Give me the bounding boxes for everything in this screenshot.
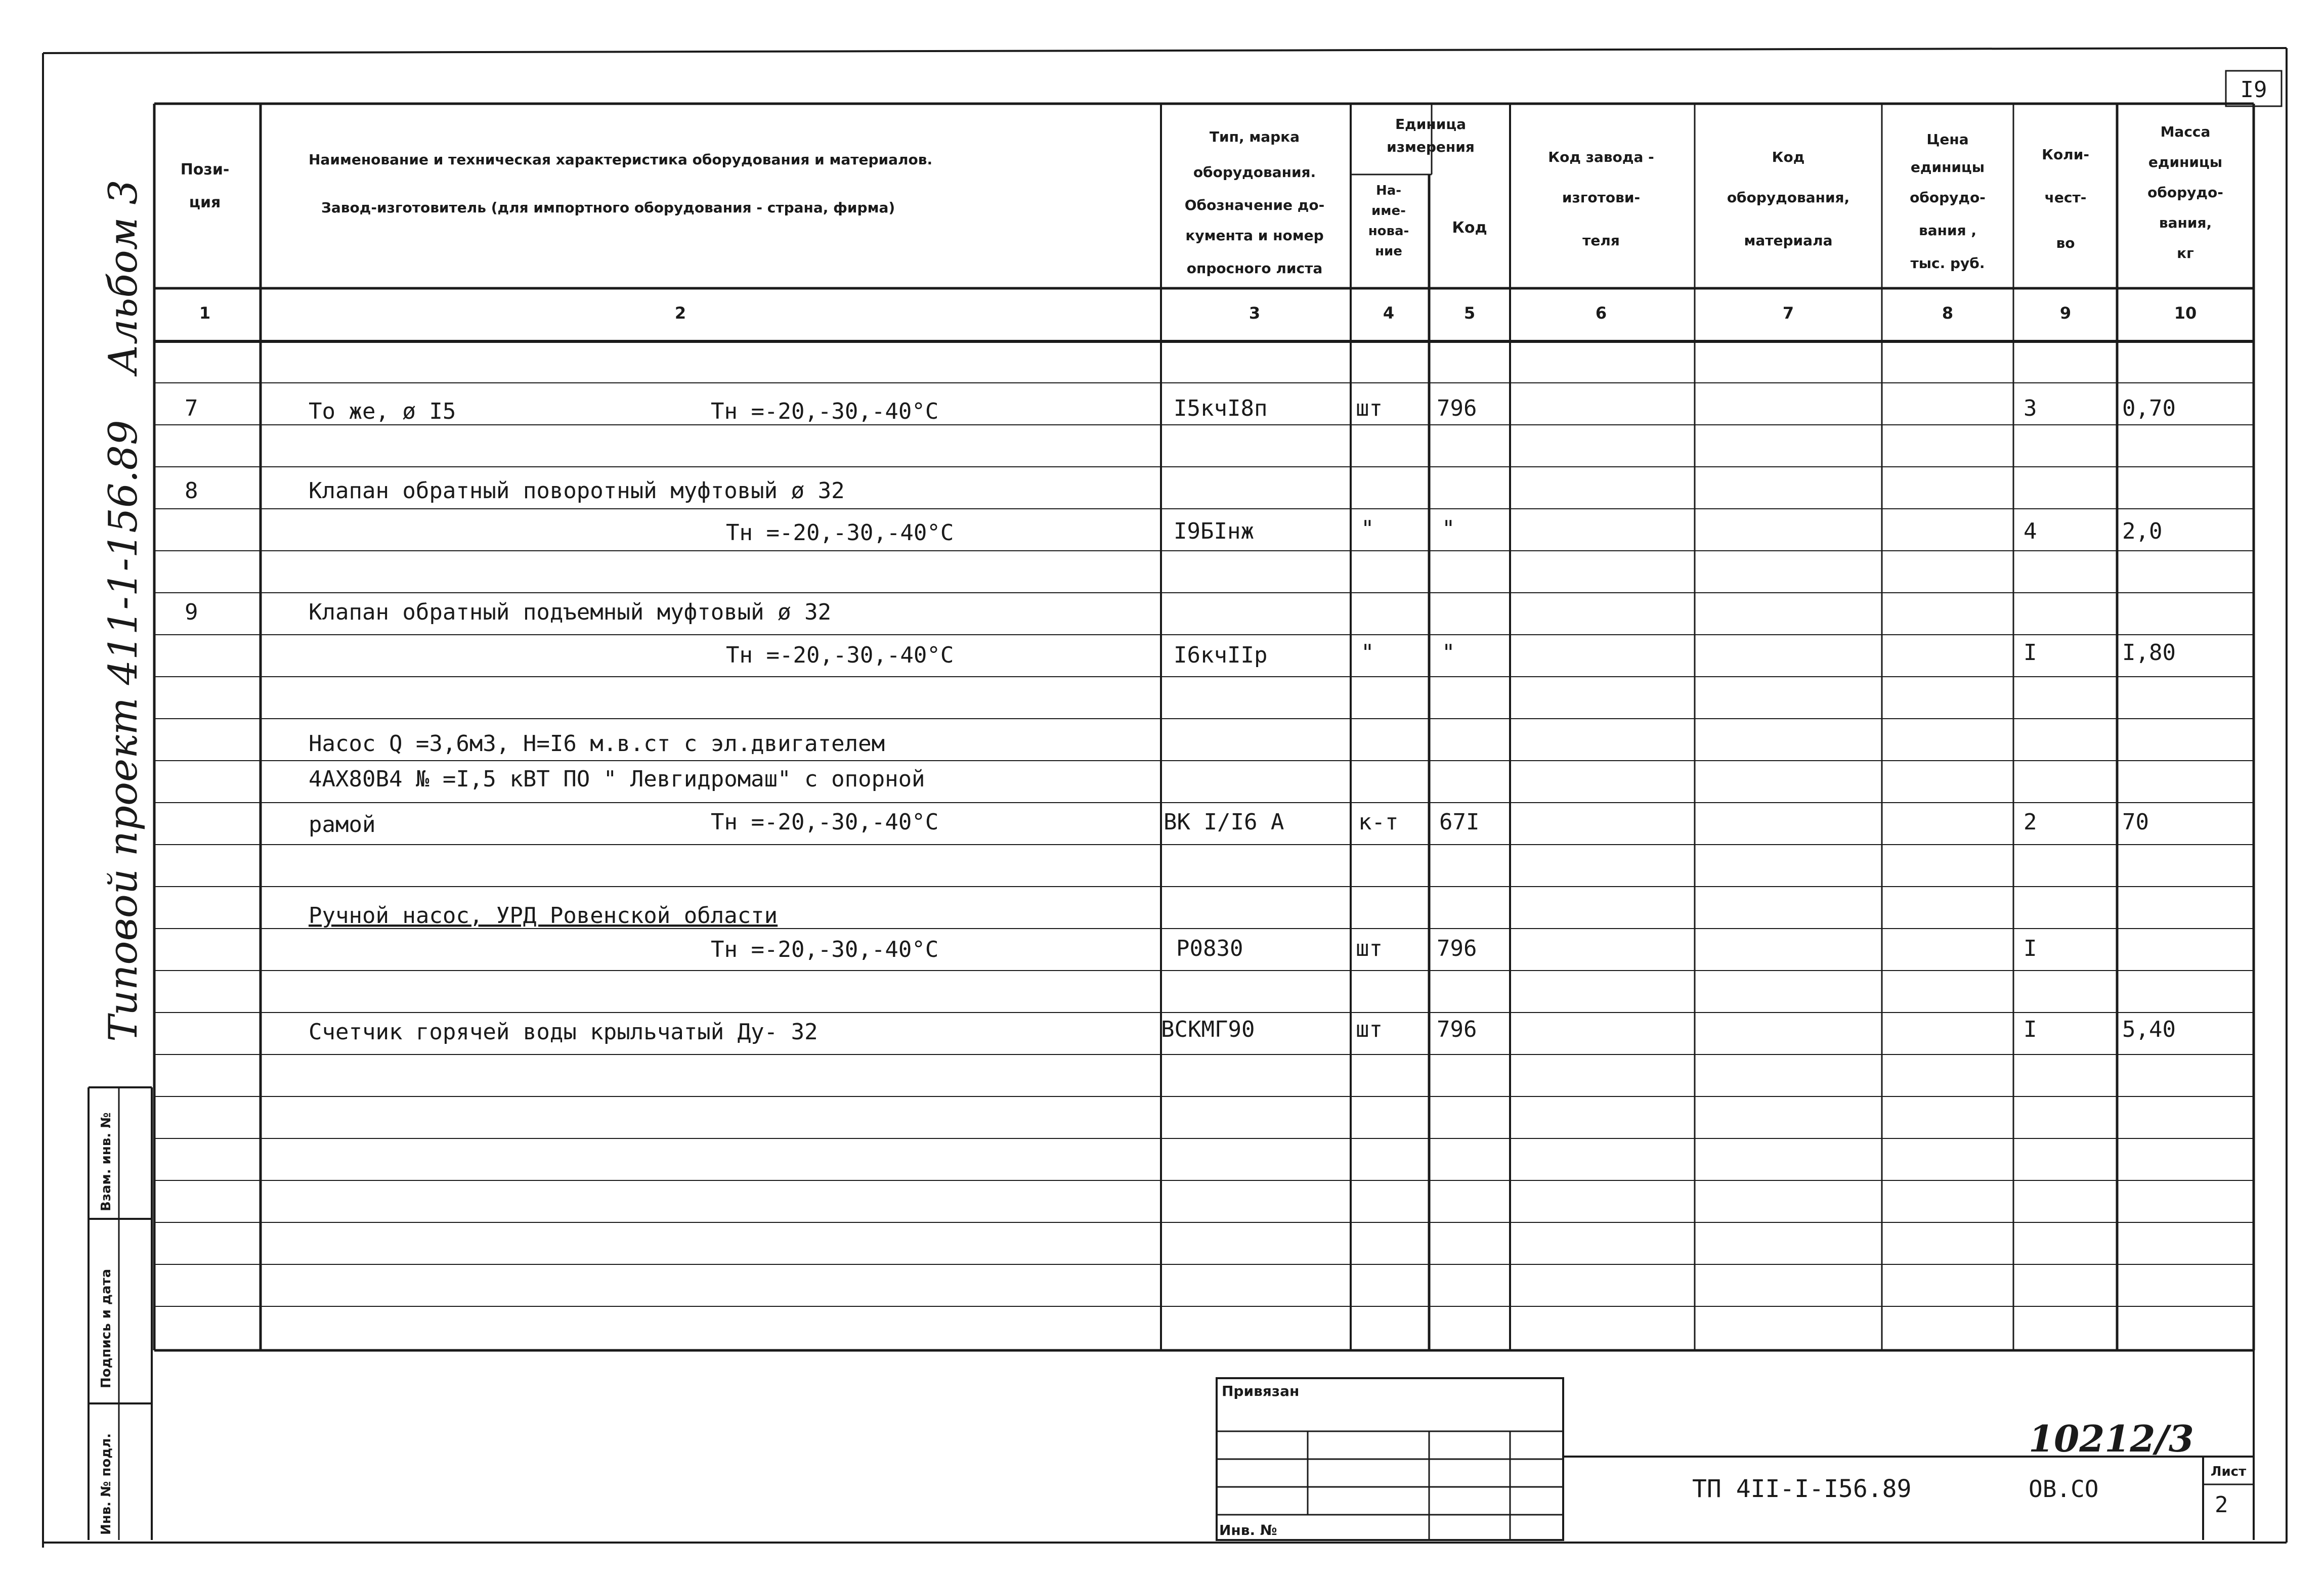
header-col8-line5: тыс. руб. <box>1910 255 1985 272</box>
header-unit-line2: измерения <box>1387 139 1475 155</box>
table-row <box>309 766 925 792</box>
col-number: 7 <box>1782 303 1794 323</box>
header-col3-line2: оборудования. <box>1193 164 1316 181</box>
cell-unit: шт <box>1356 395 1383 421</box>
project-label: Типовой проект 411-1-156.89 <box>101 420 146 1042</box>
original-inv-label: Инв. № подл. <box>99 1433 114 1535</box>
table-header <box>181 116 2223 323</box>
cell-mass: 0,70 <box>2122 395 2176 421</box>
cell-temperature: Тн =-20,-30,-40°С <box>726 520 954 546</box>
sheet-value: 2 <box>2215 1492 2228 1518</box>
table-row <box>726 516 2162 546</box>
header-col9-line1: Коли- <box>2042 146 2089 163</box>
table-row <box>185 599 831 625</box>
cell-position: 9 <box>185 599 198 625</box>
cell-quantity: I <box>2024 640 2037 666</box>
cell-unit: шт <box>1356 936 1383 961</box>
header-col9-line2: чест- <box>2044 189 2087 206</box>
header-col10-line4: вания, <box>2159 214 2212 231</box>
left-stamp-frame <box>89 1087 152 1540</box>
header-col8-line1: Цена <box>1926 131 1969 148</box>
header-col8-line3: оборудо- <box>1910 189 1986 206</box>
cell-quantity: 3 <box>2024 395 2037 421</box>
cell-quantity: I <box>2024 936 2037 961</box>
cell-unit: " <box>1361 516 1374 542</box>
left-stamp-labels <box>99 1113 114 1535</box>
table-row <box>726 640 2176 668</box>
header-col10-line2: единицы <box>2148 154 2223 170</box>
header-col4-line3: нова- <box>1368 224 1409 239</box>
album-label: Альбом 3 <box>101 180 146 374</box>
header-col9-line3: во <box>2056 235 2075 251</box>
cell-code: 67I <box>1439 809 1480 835</box>
table-row <box>185 478 845 504</box>
cell-name: Клапан обратный подъемный муфтовый ø 32 <box>309 599 832 625</box>
col-number: 10 <box>2174 303 2197 323</box>
inv-label: Инв. № <box>1219 1522 1277 1538</box>
cell-name: рамой <box>309 812 376 838</box>
cell-code: " <box>1442 516 1455 542</box>
col-number: 1 <box>199 303 211 323</box>
cell-temperature: Тн =-20,-30,-40°С <box>711 809 939 835</box>
table-grid <box>154 104 2254 1350</box>
cell-code: 796 <box>1437 395 1477 421</box>
header-col3-line3: Обозначение до- <box>1184 197 1325 213</box>
header-col3-line1: Тип, марка <box>1209 128 1300 145</box>
replace-inv-label: Взам. инв. № <box>99 1112 114 1211</box>
cell-name: 4АХ80В4 № =I,5 кВТ ПО " Левгидромаш" с опорной <box>309 766 925 792</box>
col-number: 9 <box>2059 303 2072 323</box>
header-col6-line1: Код завода - <box>1548 149 1654 165</box>
cell-type: ВСКМГ90 <box>1161 1017 1255 1042</box>
table-row <box>309 809 2149 838</box>
header-unit-line1: Единица <box>1395 116 1466 133</box>
header-col8-line4: вания , <box>1919 222 1976 239</box>
cell-code: " <box>1442 640 1455 666</box>
header-col3-line5: опросного листа <box>1186 260 1323 277</box>
table-row <box>711 936 2037 962</box>
header-col2-line2: Завод-изготовитель (для импортного оборудования - страна, фирма) <box>321 199 895 216</box>
cell-temperature: Тн =-20,-30,-40°С <box>726 642 954 668</box>
header-col2-line1: Наименование и техническая характеристика оборудования и материалов. <box>309 151 933 168</box>
col-number: 5 <box>1464 303 1476 323</box>
cell-type: I9БIнж <box>1174 518 1254 544</box>
cell-type: Р0830 <box>1176 936 1243 961</box>
cell-type: I5кчI8п <box>1174 395 1268 421</box>
header-col1-line2: ция <box>189 194 221 211</box>
cell-code: 796 <box>1437 936 1477 961</box>
cell-unit: " <box>1361 640 1374 666</box>
header-col1-line1: Пози- <box>180 161 230 179</box>
cell-position: 8 <box>185 478 198 504</box>
header-col8-line2: единицы <box>1910 159 1985 175</box>
header-col5: Код <box>1452 219 1487 237</box>
cell-temperature: Тн =-20,-30,-40°С <box>711 937 939 962</box>
col-number: 6 <box>1595 303 1607 323</box>
cell-name: Счетчик горячей воды крыльчатый Ду- 32 <box>309 1019 818 1045</box>
header-col6-line3: теля <box>1582 232 1620 249</box>
header-col4-line4: ние <box>1375 244 1402 259</box>
sheet-label: Лист <box>2210 1464 2247 1479</box>
section-code: ОВ.СО <box>2029 1475 2099 1503</box>
cell-quantity: 4 <box>2024 518 2037 544</box>
header-col4-line1: На- <box>1375 183 1402 198</box>
cell-unit: шт <box>1356 1017 1383 1042</box>
side-labels <box>101 180 146 1042</box>
cell-code: 796 <box>1437 1017 1477 1042</box>
title-block-frame <box>152 1350 2254 1540</box>
table-row <box>309 903 778 929</box>
header-col10-line3: оборудо- <box>2147 184 2223 201</box>
cell-mass: I,80 <box>2122 640 2176 666</box>
cell-mass: 70 <box>2122 809 2149 835</box>
header-col4-line2: име- <box>1371 203 1406 218</box>
cell-type: ВК I/I6 А <box>1164 809 1284 835</box>
header-col10-line1: Масса <box>2160 123 2211 140</box>
col-number: 2 <box>674 303 686 323</box>
handwritten-number: 10212/3 <box>2029 1417 2194 1460</box>
col-number: 4 <box>1383 303 1395 323</box>
header-col7-line1: Код <box>1772 149 1805 165</box>
column-numbers <box>199 303 2197 323</box>
cell-name: Насос Q =3,6м3, Н=I6 м.в.ст с эл.двигателем <box>309 731 885 757</box>
cell-name: Ручной насос, УРД Ровенской области <box>309 903 778 929</box>
cell-name: То же, ø I5 <box>309 399 456 424</box>
cell-mass: 2,0 <box>2122 518 2163 544</box>
header-col10-line5: кг <box>2177 245 2194 261</box>
table-row <box>309 731 885 757</box>
cell-mass: 5,40 <box>2122 1017 2176 1042</box>
cell-name: Клапан обратный поворотный муфтовый ø 32 <box>309 478 845 504</box>
table-row <box>185 395 2176 424</box>
document-code: ТП 4II-I-I56.89 <box>1692 1475 1912 1503</box>
cell-temperature: Тн =-20,-30,-40°С <box>711 399 939 424</box>
outer-frame <box>43 48 2287 1548</box>
col-number: 8 <box>1942 303 1954 323</box>
cell-unit: к-т <box>1358 809 1399 835</box>
header-col7-line2: оборудования, <box>1727 189 1850 206</box>
table-body <box>185 395 2176 1045</box>
header-col3-line4: кумента и номер <box>1185 227 1324 244</box>
cell-quantity: 2 <box>2024 809 2037 835</box>
header-col7-line3: материала <box>1744 232 1833 249</box>
bound-label: Привязан <box>1222 1383 1300 1399</box>
cell-type: I6кчIIр <box>1174 642 1268 668</box>
col-number: 3 <box>1249 303 1261 323</box>
signature-date-label: Подпись и дата <box>99 1268 114 1388</box>
cell-position: 7 <box>185 395 198 421</box>
table-row <box>309 1017 2176 1045</box>
sheet-number: I9 <box>2240 77 2267 103</box>
cell-quantity: I <box>2024 1017 2037 1042</box>
header-col6-line2: изготови- <box>1562 189 1641 206</box>
